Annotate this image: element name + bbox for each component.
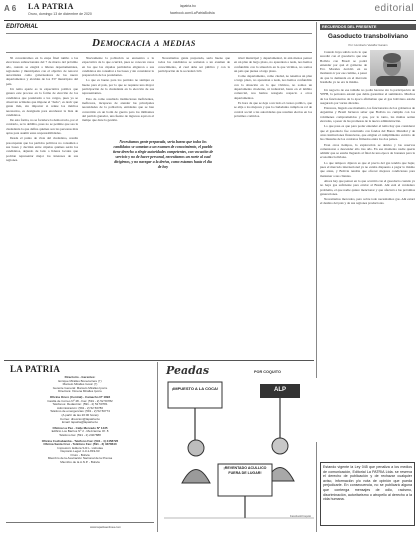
masthead-line: Teléfonos: Redacción: (591 - 2) 52 50781 — [52, 402, 108, 407]
column-paragraph: Lo que tampoco dijeron es que el precio del gas tendría que bajar, pues el mercado internacional ya no estaba dispuesto a pagar lo mismo que antes, y Bolivia tendría que ofrecer mejores condiciones para mantener a sus clientes. — [320, 160, 415, 178]
masthead-line: Miembro de la A.N.P. - Bolivia — [60, 460, 100, 465]
masthead-line: (A partir de las 20:00 horas) — [61, 412, 99, 417]
masthead-line: Oficina La Paz - Calle Mercado Nº 1435 — [52, 425, 108, 430]
cartoon-drawing — [160, 378, 318, 524]
masthead-lines — [14, 376, 146, 465]
editorial-paragraph: Un tema aparte es la expectativa política que genera este proceso en la forma de elección de los candidatos que postularán a los cargos, pues ya se observan actitudes que impone el "dedo", es decir que gente más, sin importar si reúne los méritos necesarios, es designada para encabezar la lista de candidatos. — [6, 87, 78, 117]
column-paragraph: Necesitamos mercados, pero sobre todo necesitamos gas. Ahí estará el destino del país y de sus regiones productoras. — [320, 197, 415, 206]
editorial-col-1 — [6, 56, 78, 356]
cartoon-credit: Facebook/Coquito — [290, 515, 312, 518]
column-paragraph: Entonces, llegado ese momento, los funcionarios de los gobiernos de Argentina y Brasil hicieron saber que Bolivia no cumplía con los volúmenes comprometidos y que, por lo tanto, las multas serían elevadas, a pesar de las promesas de la nueva administración. — [320, 106, 415, 124]
masthead-website: www.lapatriaenlinea.com — [90, 525, 121, 529]
cartoon-sign-1: ¡IMPUESTO A LA COCA! — [171, 386, 219, 391]
paper-name: LA PATRIA — [28, 2, 74, 11]
editorial-paragraph: Es hora de que se deje a un lado el cuoteo político, que se elija a los mejores y que la ciudadanía cumpla su rol de control social a las autoridades que resulten electas en los próximos comicios. — [234, 100, 312, 118]
cartoon-divider — [316, 442, 317, 532]
masthead-divider — [157, 362, 158, 532]
masthead-line: Miembro de la Asociación Nacional de la Prensa — [47, 456, 113, 461]
section-label: editorial — [374, 3, 414, 14]
editorial-title-rule — [6, 52, 312, 53]
header-rule — [4, 20, 416, 21]
column-section-label: RECUERDOS DEL PRESENTE — [320, 24, 416, 30]
editorial-label-rule — [6, 33, 312, 34]
masthead-line: Edificio Los Barrios Nº 2 - Mezzanine Of. 8 — [51, 429, 109, 434]
column-paragraph: Un negocio de ese tamaño no podía hacerse sin la participación de YPFB, la petrolera estatal que debía garantizar el suministro. Muchos de los funcionarios de la época afirmaban que el gas boliviano estaba asegurado por varias décadas. — [320, 88, 415, 105]
cartoon-byline: POR COQUITO — [254, 370, 281, 374]
editorial-paragraph: Como departamento, como ciudad, no tenemos un plan a largo plazo, no aparentan a nada, nos hemos confundido con la situación en la que vivimos, no somos un departamento moderno, ni industrial, hasta en el ámbito comercial, nos hemos rezagado respecto a otros departamentos. — [234, 74, 312, 100]
editorial-paragraph: Nuevamente la población se encuentra a la expectativa de lo que ocurrirá, pues se conocen casos en los que las cúpulas partidarias eligieron a sus candidatos sin consultar a las bases y sin considerar la preparación de los postulantes. — [82, 56, 154, 78]
editorial-paragraph: Necesitamos gente preparada, sería bueno que todos los candidatos se sometan a un examen de conocimiento, el cual debe ser público y con la participación de la sociedad civil. — [158, 56, 230, 73]
masthead-line: Oficina Santa Cruz - Teléfono Fax: (591 - 3) 3378640 — [43, 442, 117, 447]
masthead-bottom-rule — [6, 522, 154, 523]
column-paragraph: Lo que pasa es que para poder entender el tema hay que considerar que el gasoducto fue construido con fondos del Banco Mundial y de otras instituciones financieras, que exigían el cumplimiento estricto de las cláusulas de los contratos firmados entre los dos países. — [320, 124, 415, 142]
editorial-section-label: EDITORIAL — [6, 24, 39, 30]
editorial-paragraph: Desde el punto de vista del ciudadano, resulta preocupante que los partidos políticos no consulten a sus bases y decidan entre cúpulas quiénes serán los candidatos, dejando de lado a líderes locales que podrían representar mejor los intereses de sus regiones. — [6, 136, 78, 162]
masthead-line: Directora: Ximena Miralles Iporre — [58, 389, 102, 394]
masthead-line: Casilla de Correo Nº 48 - Fax: (591 - 2) 52 50782 — [47, 398, 113, 403]
column-paragraph: Cuando haya salido todo lo que sucedió con el gasoducto que une Bolivia con Brasil se podrá entender por qué el gobierno de Evo Morales decidió en su momento ir por ese camino, a pesar de que la demanda en el mercado brasileño ya no era la misma. — [320, 50, 367, 85]
dateline: Oruro, domingo 13 de diciembre de 2020 — [28, 12, 92, 16]
author-photo — [370, 50, 414, 86]
web-address: lapatria.bo — [180, 4, 196, 8]
section-divider — [4, 360, 314, 361]
column-paragraph: Eran otros tiempos, la exploración se detuvo y las reservas comenzaron a descender año tras año. En ese momento nadie quería admitir que se estaba llegando al final de una época de bonanza para la economía boliviana. — [320, 142, 415, 160]
editorial-paragraph: nivel municipal y departamental, ni aún menos pensar en un plan de largo plazo, no aparentan a nada, nos hemos confundido con la situación en la que vivimos, no somos un país que piensa a largo plazo. — [234, 56, 312, 73]
page-number: A 6 — [4, 4, 17, 13]
masthead-line: Gerente General: Marcelo Miralles Iporre — [52, 385, 108, 390]
editorial-paragraph: Lo que es bueno para los partidos no siempre es bueno para el país, por lo que se requiere una mayor participación de la ciudadanía en la elección de sus representantes. — [82, 78, 154, 96]
masthead-name: LA PATRIA — [10, 364, 61, 374]
masthead-line: Teléfono fax: (591 - 2) 2407888 — [59, 432, 101, 437]
editorial-title: Democracia a medias — [92, 37, 196, 49]
legal-disclaimer-box — [320, 462, 415, 526]
editorial-col-4 — [234, 56, 312, 356]
editorial-col-3 — [158, 56, 230, 136]
legal-disclaimer-text: Estando vigente la Ley 045 que penaliza a los medios de comunicación, Editorial La PATRIA Ltda. se reserva el derecho de publicación y de rechazar cualquier aviso, información y/o nota de opinión que pueda perjudicarle. En consecuencia, no se publicará alguna que contenga mensajes de odio, racismo, discriminación, autoritarismo o atropello al derecho a la vida humana. — [323, 465, 412, 502]
masthead-line: Teléfono de emergencias: (591 - 2) 52 50774 — [50, 409, 110, 414]
masthead-line: Email: lapatria@lapatria.bo — [61, 420, 99, 425]
facebook-address: facebook.com/LaPatriaBolivia — [170, 11, 215, 15]
masthead-line: Oficina Oruro (Central) - Camacho Nº 1892 — [49, 394, 111, 399]
column-body-top — [320, 50, 367, 88]
cartoon-sign-3: ¡REVENTADO ACULLICO FUERA DE LUGAR! — [223, 466, 267, 475]
masthead-line: Impresión: Editora S.R.L. Lisbolaa — [57, 445, 103, 450]
masthead-line: Depósito Legal: 4-3-1-819-93 — [60, 449, 100, 454]
editorial-paragraph: Esto da como resultado instituciones ineficientes, ineficaces, incapaces de atender las principales necesidades de la población, entidades que se han convertido en un botín de guerra para los militantes del partido ganador, una fuente de ingresos aquí en el tiempo que dure la gestión. — [82, 96, 154, 123]
column-title: Gasoducto transboliviano — [327, 33, 409, 40]
masthead-line: Oficina Cochabamba - Teléfono Fax: (591 - 4) 4458726 — [41, 438, 119, 443]
column-author: Por: Humberto Vacaflor Ganam — [348, 43, 388, 47]
editorial-paragraph: Ni concentramos en la etapa final rumbo a las elecciones subnacionales del 7 de marzo del próximo año, cuando se elegirá a líderes departamentales, regionales y municipales con el objetivo de renovar autoridades como gobernadores de los nueve departamentos y alcaldes de los 337 municipios del país. — [6, 56, 78, 86]
masthead-line: Correo: direccion@lapatria.bo — [60, 416, 100, 421]
cartoon-sign-2: ALP — [274, 387, 286, 393]
editorial-pullquote — [112, 140, 214, 230]
column-paragraph: Ahora hay que pensar en lo que ocurrirá con el gasoducto cuando ya no haya gas suficiente para enviar al Brasil. Ahí está el verdadero problema, el que nadie quiere mencionar y que afectará a las próximas generaciones. — [320, 178, 415, 196]
masthead-line: Enrique Miralles Bonecarrere (†) — [58, 378, 102, 383]
pullquote-text: Necesitamos gente preparada, sería bueno que todos los candidatos se sometan a un examen de conocimiento, el pueblo tiene derecho a elegir autoridades competentes, con vocación de servicio y no de hacer personal, necesitamos un norte al cual dirigirnos, y no navegar a la deriva, como estamos hasta el día de hoy — [112, 140, 214, 169]
masthead-line: Administración: (591 - 2) 52 50780 — [56, 405, 104, 410]
masthead-line: Oruro - Bolivia — [70, 452, 90, 457]
masthead-line: Directorio - Gerentes: — [64, 375, 96, 379]
editorial-paragraph: De esta forma, no se fortalece la democracia, por el contrario, se la debilita, pues no se permite que sea la ciudadanía la que defina quiénes son las personas más aptas para asumir estas responsabilidades. — [6, 118, 78, 136]
author-portrait-icon — [370, 50, 414, 86]
column-body — [320, 88, 415, 438]
masthead-line: Marcelo Miralles Gosic (†) — [62, 382, 98, 387]
cartoon-logo: Peadas — [166, 364, 210, 377]
